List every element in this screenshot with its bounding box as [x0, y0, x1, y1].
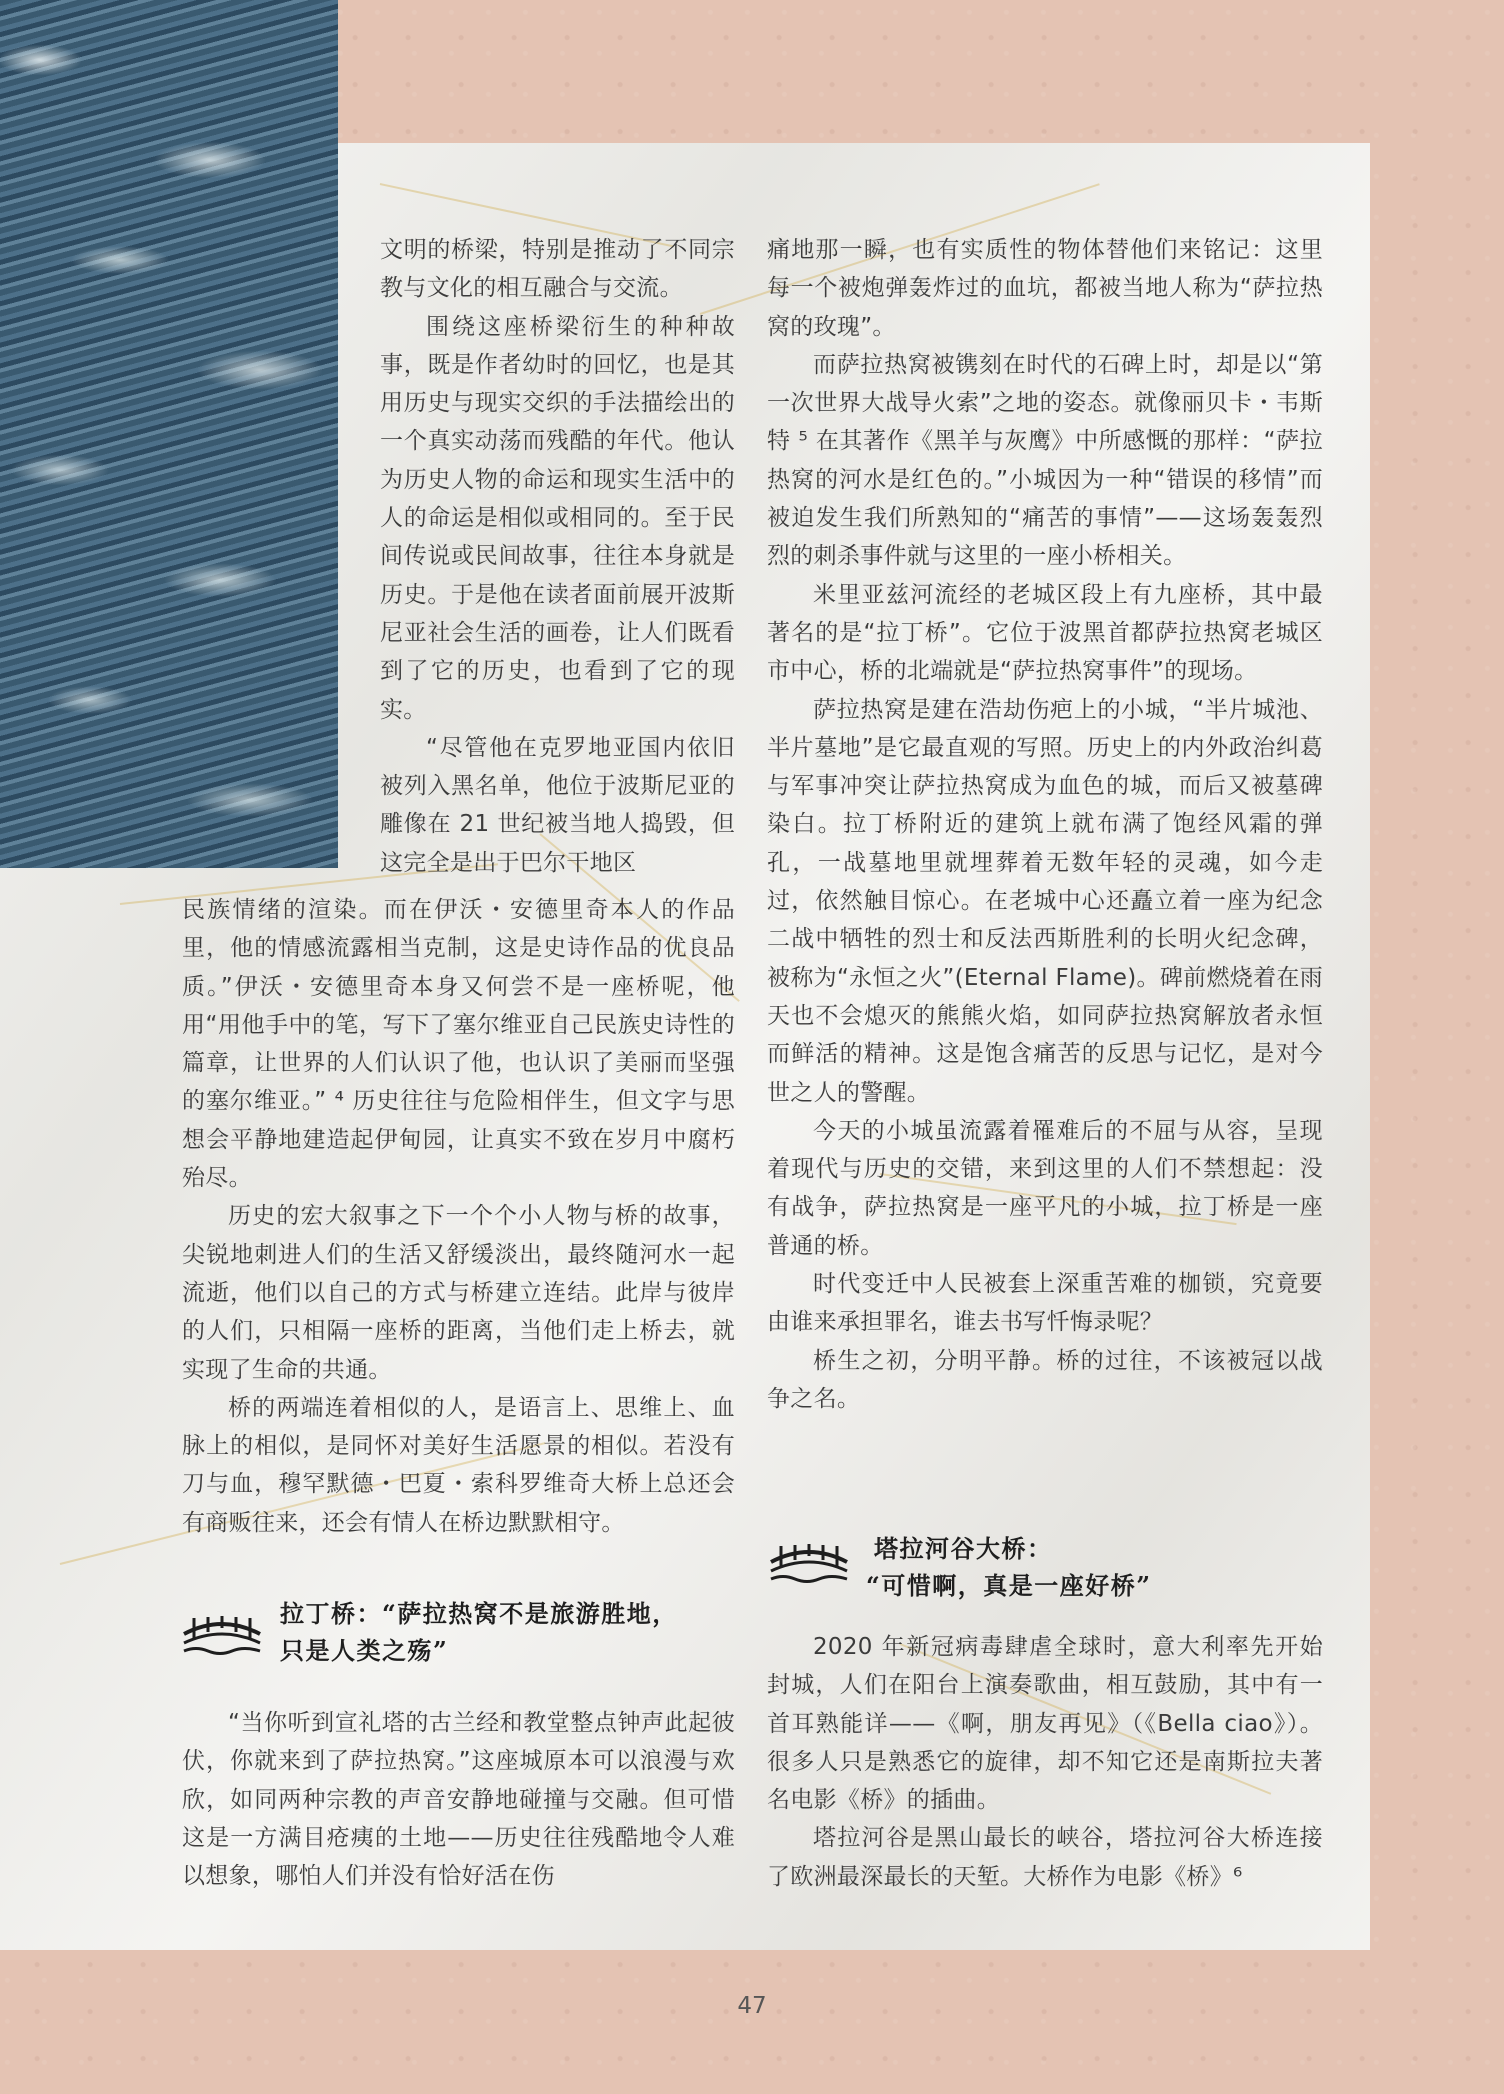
- heading-line: 塔拉河谷大桥：: [874, 1534, 1053, 1563]
- heading-line: “可惜啊，真是一座好桥”: [866, 1571, 1152, 1600]
- paragraph: 历史的宏大叙事之下一个个小人物与桥的故事，尖锐地刺进人们的生活又舒缓淡出，最终随河水一起流逝，他们以自己的方式与桥建立连结。此岸与彼岸的人们，只相隔一座桥的距离，当他们走上桥去，就实现了生命的共通。: [182, 1203, 735, 1383]
- paragraph: 桥的两端连着相似的人，是语言上、思维上、血脉上的相似，是同怀对美好生活愿景的相似。若没有刀与血，穆罕默德・巴夏・索科罗维奇大桥上总还会有商贩往来，还会有情人在桥边默默相守。: [182, 1394, 735, 1536]
- heading-line: 拉丁桥：“萨拉热窝不是旅游胜地，: [280, 1599, 678, 1628]
- column-a-text: [380, 231, 735, 882]
- paragraph: 萨拉热窝是建在浩劫伤疤上的小城，“半片城池、半片墓地”是它最直观的写照。历史上的内外政治纠葛与军事冲突让萨拉热窝成为血色的城，而后又被墓碑染白。拉丁桥附近的建筑上就布满了饱经风霜的弹孔，一战墓地里就埋葬着无数年轻的灵魂，如今走过，依然触目惊心。在老城中心还矗立着一座为纪念二战中牺牲的烈士和反法西斯胜利的长明火纪念碑，被称为“永恒之火”(Eternal Flame)。碑前燃烧着在雨天也不会熄灭的熊熊火焰，如同萨拉热窝解放者永恒而鲜活的精神。这是饱含痛苦的反思与记忆，是对今世之人的警醒。: [767, 696, 1323, 1106]
- paragraph: “当你听到宣礼塔的古兰经和教堂整点钟声此起彼伏，你就来到了萨拉热窝。”这座城原本可以浪漫与欢欣，如同两种宗教的声音安静地碰撞与交融。但可惜这是一方满目疮痍的土地——历史往往残酷地令人难以想象，哪怕人们并没有恰好活在伤: [182, 1710, 735, 1890]
- paragraph: 而萨拉热窝被镌刻在时代的石碑上时，却是以“第一次世界大战导火索”之地的姿态。就像丽贝卡・韦斯特 ⁵ 在其著作《黑羊与灰鹰》中所感慨的那样：“萨拉热窝的河水是红色的。”小城因为一种“错误的移情”而被迫发生我们所熟知的“痛苦的事情”——这场轰轰烈烈的刺杀事件就与这里的一座小桥相关。: [767, 351, 1323, 570]
- heading-tara-bridge: [866, 1530, 1152, 1604]
- paragraph: “尽管他在克罗地亚国内依旧被列入黑名单，他位于波斯尼亚的雕像在 21 世纪被当地人捣毁，但这完全是出于巴尔干地区: [380, 734, 735, 876]
- bridge-icon: [182, 1612, 262, 1656]
- column-e-text: [182, 1704, 735, 1895]
- paragraph: 文明的桥梁，特别是推动了不同宗教与文化的相互融合与交流。: [380, 237, 735, 302]
- page-number: 47: [737, 1993, 767, 2019]
- column-b-text: [182, 891, 735, 1542]
- column-d-text: [767, 1628, 1323, 1896]
- paragraph: 桥生之初，分明平静。桥的过往，不该被冠以战争之名。: [767, 1347, 1323, 1412]
- heading-latin-bridge: [280, 1595, 678, 1669]
- ocean-waves-image: [0, 0, 338, 868]
- column-c-text: [767, 231, 1323, 1418]
- paragraph: 今天的小城虽流露着罹难后的不屈与从容，呈现着现代与历史的交错，来到这里的人们不禁想起：没有战争，萨拉热窝是一座平凡的小城，拉丁桥是一座普通的桥。: [767, 1117, 1323, 1259]
- paragraph: 围绕这座桥梁衍生的种种故事，既是作者幼时的回忆，也是其用历史与现实交织的手法描绘出的一个真实动荡而残酷的年代。他认为历史人物的命运和现实生活中的人的命运是相似或相同的。至于民间传说或民间故事，往往本身就是历史。于是他在读者面前展开波斯尼亚社会生活的画卷，让人们既看到了它的历史，也看到了它的现实。: [380, 313, 735, 723]
- bridge-icon: [769, 1540, 849, 1584]
- paragraph: 痛地那一瞬，也有实质性的物体替他们来铭记：这里每一个被炮弹轰炸过的血坑，都被当地人称为“萨拉热窝的玫瑰”。: [767, 237, 1323, 340]
- paragraph: 民族情绪的渲染。而在伊沃・安德里奇本人的作品里，他的情感流露相当克制，这是史诗作品的优良品质。”伊沃・安德里奇本身又何尝不是一座桥呢，他用“用他手中的笔，写下了塞尔维亚自己民族史诗性的篇章，让世界的人们认识了他，也认识了美丽而坚强的塞尔维亚。” ⁴ 历史往往与危险相伴生，但文字与思想会平静地建造起伊甸园，让真实不致在岁月中腐朽殆尽。: [182, 897, 735, 1192]
- paragraph: 米里亚兹河流经的老城区段上有九座桥，其中最著名的是“拉丁桥”。它位于波黑首都萨拉热窝老城区市中心，桥的北端就是“萨拉热窝事件”的现场。: [767, 581, 1323, 685]
- paragraph: 2020 年新冠病毒肆虐全球时，意大利率先开始封城，人们在阳台上演奏歌曲，相互鼓励，其中有一首耳熟能详——《啊，朋友再见》（《Bella ciao》）。很多人只是熟悉它的旋律，却不知它还是南斯拉夫著名电影《桥》的插曲。: [767, 1634, 1323, 1814]
- paragraph: 塔拉河谷是黑山最长的峡谷，塔拉河谷大桥连接了欧洲最深最长的天堑。大桥作为电影《桥》⁶: [767, 1825, 1323, 1890]
- paragraph: 时代变迁中人民被套上深重苦难的枷锁，究竟要由谁来承担罪名，谁去书写忏悔录呢？: [767, 1271, 1323, 1336]
- heading-line: 只是人类之殇”: [280, 1636, 449, 1665]
